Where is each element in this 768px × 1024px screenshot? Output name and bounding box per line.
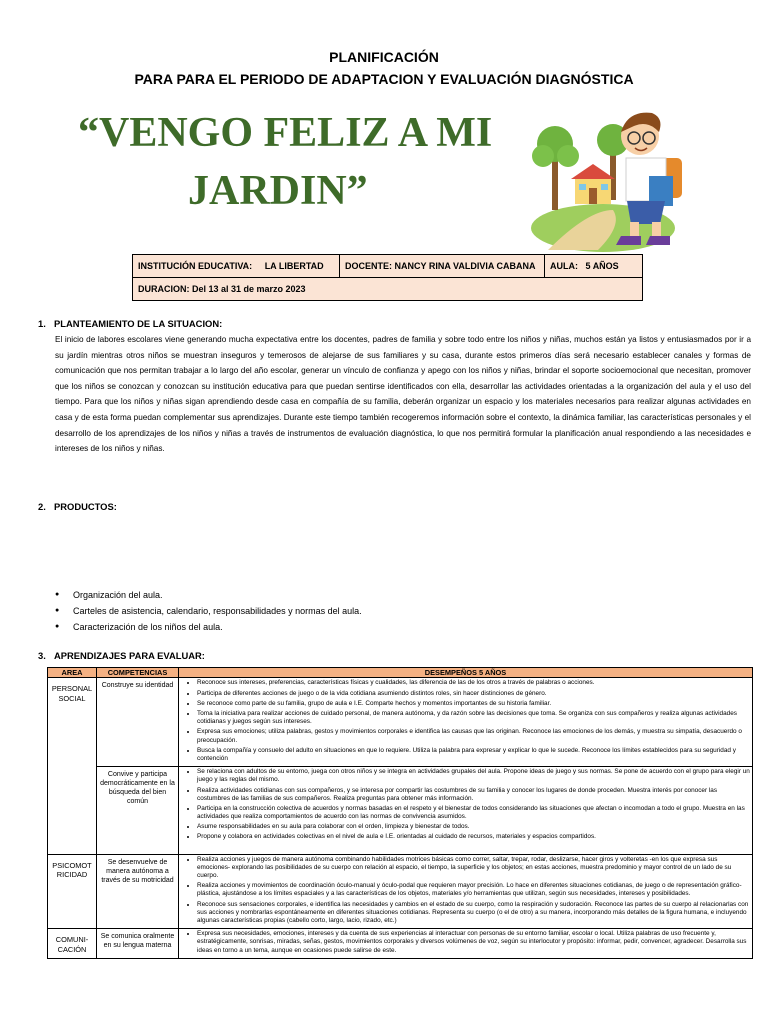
performance-item: • Se relaciona con adultos de su entorno, juega con otros niños y se integra en actividades grupales del aula. Propone ideas de juego y sus normas. Se pone de acuerdo con el grupo para elegir un juego y las reglas del mismo. — [197, 768, 750, 784]
competency-cell: Convive y participa democráticamente en la búsqueda del bien común — [97, 767, 179, 855]
area-cell: COMUNI-CACIÓN — [48, 929, 97, 959]
product-item: ● Organización del aula. — [55, 587, 362, 603]
institution-value: LA LIBERTAD — [264, 261, 324, 271]
performance-item: • Toma la iniciativa para realizar acciones de cuidado personal, de manera autónoma, y da razón sobre las decisiones que toma. Se organiza con sus compañeros y realiza algunas actividades cotidianas y juegos según sus intereses. — [197, 710, 750, 726]
heading-planificacion: PLANIFICACIÓN — [329, 49, 439, 65]
table-row — [48, 767, 753, 855]
performance-list — [181, 768, 750, 842]
title-line-1: “VENGO FELIZ A MI — [78, 110, 493, 156]
performance-item: • Participa de diferentes acciones de juego o de la vida cotidiana asumiendo distintos roles, sin hacer distinciones de género. — [197, 690, 750, 698]
header-area: AREA — [48, 668, 97, 678]
table-row — [48, 929, 753, 959]
performance-item: • Se reconoce como parte de su familia, grupo de aula e I.E. Comparte hechos y momentos importantes de su historia familiar. — [197, 700, 750, 708]
performance-item: • Participa en la construcción colectiva de acuerdos y normas basadas en el respeto y el bienestar de todos considerando las situaciones que afectan o incomodan a todo el grupo. Muestra en las actividades que realiza comportamientos de acuerdo con las normas de convivencia asumidos. — [197, 805, 750, 821]
performance-item: • Asume responsabilidades en su aula para colaborar con el orden, limpieza y bienestar de todos. — [197, 823, 750, 831]
performance-cell — [179, 929, 753, 959]
section-3-heading — [38, 650, 205, 661]
duration-text: DURACION: Del 13 al 31 de marzo 2023 — [138, 284, 306, 294]
performance-item: • Realiza acciones y movimientos de coordinación óculo-manual y óculo-podal que requieren mayor precisión. Lo hace en diferentes situaciones cotidianas, de juego o de representación gráfico-plástica, ajustándose a los límites espaciales y a las características de los objetos, materiales y/o herramientas que utilizan, según sus necesidades, intereses y posibilidades. — [197, 882, 750, 898]
section-1-title: PLANTEAMIENTO DE LA SITUACION: — [54, 318, 223, 329]
section-2-title: PRODUCTOS: — [54, 501, 117, 512]
area-cell: PERSONAL SOCIAL — [48, 678, 97, 854]
heading-periodo: PARA PARA EL PERIODO DE ADAPTACION Y EVALUACIÓN DIAGNÓSTICA — [134, 71, 634, 87]
teacher-text: DOCENTE: NANCY RINA VALDIVIA CABANA — [345, 261, 536, 271]
competency-cell: Se comunica oralmente en su lengua materna — [97, 929, 179, 959]
classroom-cell — [545, 255, 643, 278]
performance-list — [181, 856, 750, 926]
product-item: ● Carteles de asistencia, calendario, responsabilidades y normas del aula. — [55, 603, 362, 619]
products-list — [55, 587, 362, 635]
competency-cell: Se desenvuelve de manera autónoma a través de su motricidad — [97, 854, 179, 929]
institution-label: INSTITUCIÓN EDUCATIVA: — [138, 261, 253, 271]
section-2-heading — [38, 501, 117, 512]
situation-paragraph: El inicio de labores escolares viene generando mucha expectativa entre los docentes, padres de familia y sobre todo entre los niños y niñas, muchos están ya listos y entusiasmados por ir a su jardín mientras otros niños se muestran inseguros y temerosos de alejarse de sus familiares y su casa, durante estos primeros días será necesario establecer canales y formas de comunicación que nos permitan trabajar a lo largo del año escolar, generar un vínculo de confianza y apego con los niños y niñas, brindar el soporte socioemocional que necesitan, promover que los niños se conozcan y conozcan su institución educativa para que puedan sentirse identificados con ella, desarrollar las actividades orientadas a la organización del aula y el uso del tiempo. Para que los niños y niñas sigan aprendiendo desde casa en compañía de su familia, deberán organizar un espacio y los materiales necesarios para realizar algunas actividades en casa y de esta forma puedan complementar sus aprendizajes. Durante este tiempo también recogeremos información sobre el contexto, la dinámica familiar, las características personales y el desarrollo de los aprendizajes de los niños y niñas a través de instrumentos de evaluación diagnóstica, lo que nos permitirá formular la planificación anual respondiendo a las necesidades e intereses de los niños y niñas. — [55, 335, 751, 454]
performance-list — [181, 679, 750, 763]
performance-cell — [179, 767, 753, 855]
section-3-title: APRENDIZAJES PARA EVALUAR: — [54, 650, 205, 661]
table-row — [48, 854, 753, 929]
performance-item: • Propone y colabora en actividades colectivas en el nivel de aula e I.E. orientadas al cuidado de recursos, materiales y espacios compartidos. — [197, 833, 750, 841]
teacher-cell — [340, 255, 545, 278]
document-title — [78, 104, 538, 220]
performance-item: • Reconoce sus intereses, preferencias, características físicas y cualidades, las diferencia de las de los otros a través de palabras o acciones. — [197, 679, 750, 687]
info-table — [132, 254, 643, 301]
performance-item: • Reconoce sus sensaciones corporales, e identifica las necesidades y cambios en el estado de su cuerpo, como la respiración y sudoración. Reconoce las partes de su cuerpo al relacionarlas con sus acciones y nombrarlas espontáneamente en diferentes situaciones cotidianas. Representa su cuerpo (o el de otro) a su manera, incorporando más detalles de la figura humana, e incluyendo algunas características propias (cabello corto, largo, lacio, rizado, etc.) — [197, 901, 750, 926]
product-item: ● Caracterización de los niños del aula. — [55, 619, 362, 635]
classroom-label: AULA: — [550, 261, 578, 271]
section-1-heading — [38, 318, 222, 329]
table-row — [48, 678, 753, 767]
title-line-2: JARDIN” — [188, 168, 368, 214]
performance-item: • Expresa sus necesidades, emociones, intereses y da cuenta de sus experiencias al interactuar con personas de su entorno familiar, escolar o local. Utiliza palabras de uso frecuente y, estratégicamente, sonrisas, miradas, señas, gestos, movimientos corporales y diversos volúmenes de voz, según su interlocutor y propósito: informar, pedir, convencer, agradecer. Desarrolla sus ideas en torno a un tema, aunque en ocasiones puede salirse de este. — [197, 930, 750, 955]
table-header-row — [48, 668, 753, 678]
classroom-value: 5 AÑOS — [585, 261, 619, 271]
performance-cell — [179, 854, 753, 929]
institution-cell — [133, 255, 340, 278]
header-desempenos: DESEMPEÑOS 5 AÑOS — [179, 668, 753, 678]
competency-cell: Construye su identidad — [97, 678, 179, 767]
duration-cell — [133, 278, 643, 301]
section-3-number: 3. — [38, 650, 46, 661]
performance-item: • Realiza actividades cotidianas con sus compañeros, y se interesa por compartir las costumbres de su familia y conocer los lugares de donde proceden. Muestra interés por conocer las costumbres de las familias de sus compañeros. Realiza preguntas para obtener más información. — [197, 787, 750, 803]
performance-cell — [179, 678, 753, 767]
performance-item: • Busca la compañía y consuelo del adulto en situaciones en que lo requiere. Utiliza la palabra para expresar y explicar lo que le sucede. Reconoce los límites establecidos para su seguridad y contención — [197, 747, 750, 763]
performance-item: • Expresa sus emociones; utiliza palabras, gestos y movimientos corporales e identifica las causas que las originan. Reconoce las emociones de los demás, y muestra su simpatía, desacuerdo o preocupación. — [197, 728, 750, 744]
competencies-table — [47, 667, 753, 959]
boy-school-illustration — [528, 100, 698, 255]
performance-list — [181, 930, 750, 955]
section-1-number: 1. — [38, 318, 46, 329]
section-2-number: 2. — [38, 501, 46, 512]
header-competencias: COMPETENCIAS — [97, 668, 179, 678]
area-cell: PSICOMOTRICIDAD — [48, 854, 97, 929]
performance-item: • Realiza acciones y juegos de manera autónoma combinando habilidades motrices básicas como correr, saltar, trepar, rodar, deslizarse, hacer giros y volteretas -en los que expresa sus emociones- explorando las posibilidades de su cuerpo con relación al espacio, el tiempo, la superficie y los objetos; en estas acciones, muestra predominio y mayor control de un lado de su cuerpo. — [197, 856, 750, 881]
